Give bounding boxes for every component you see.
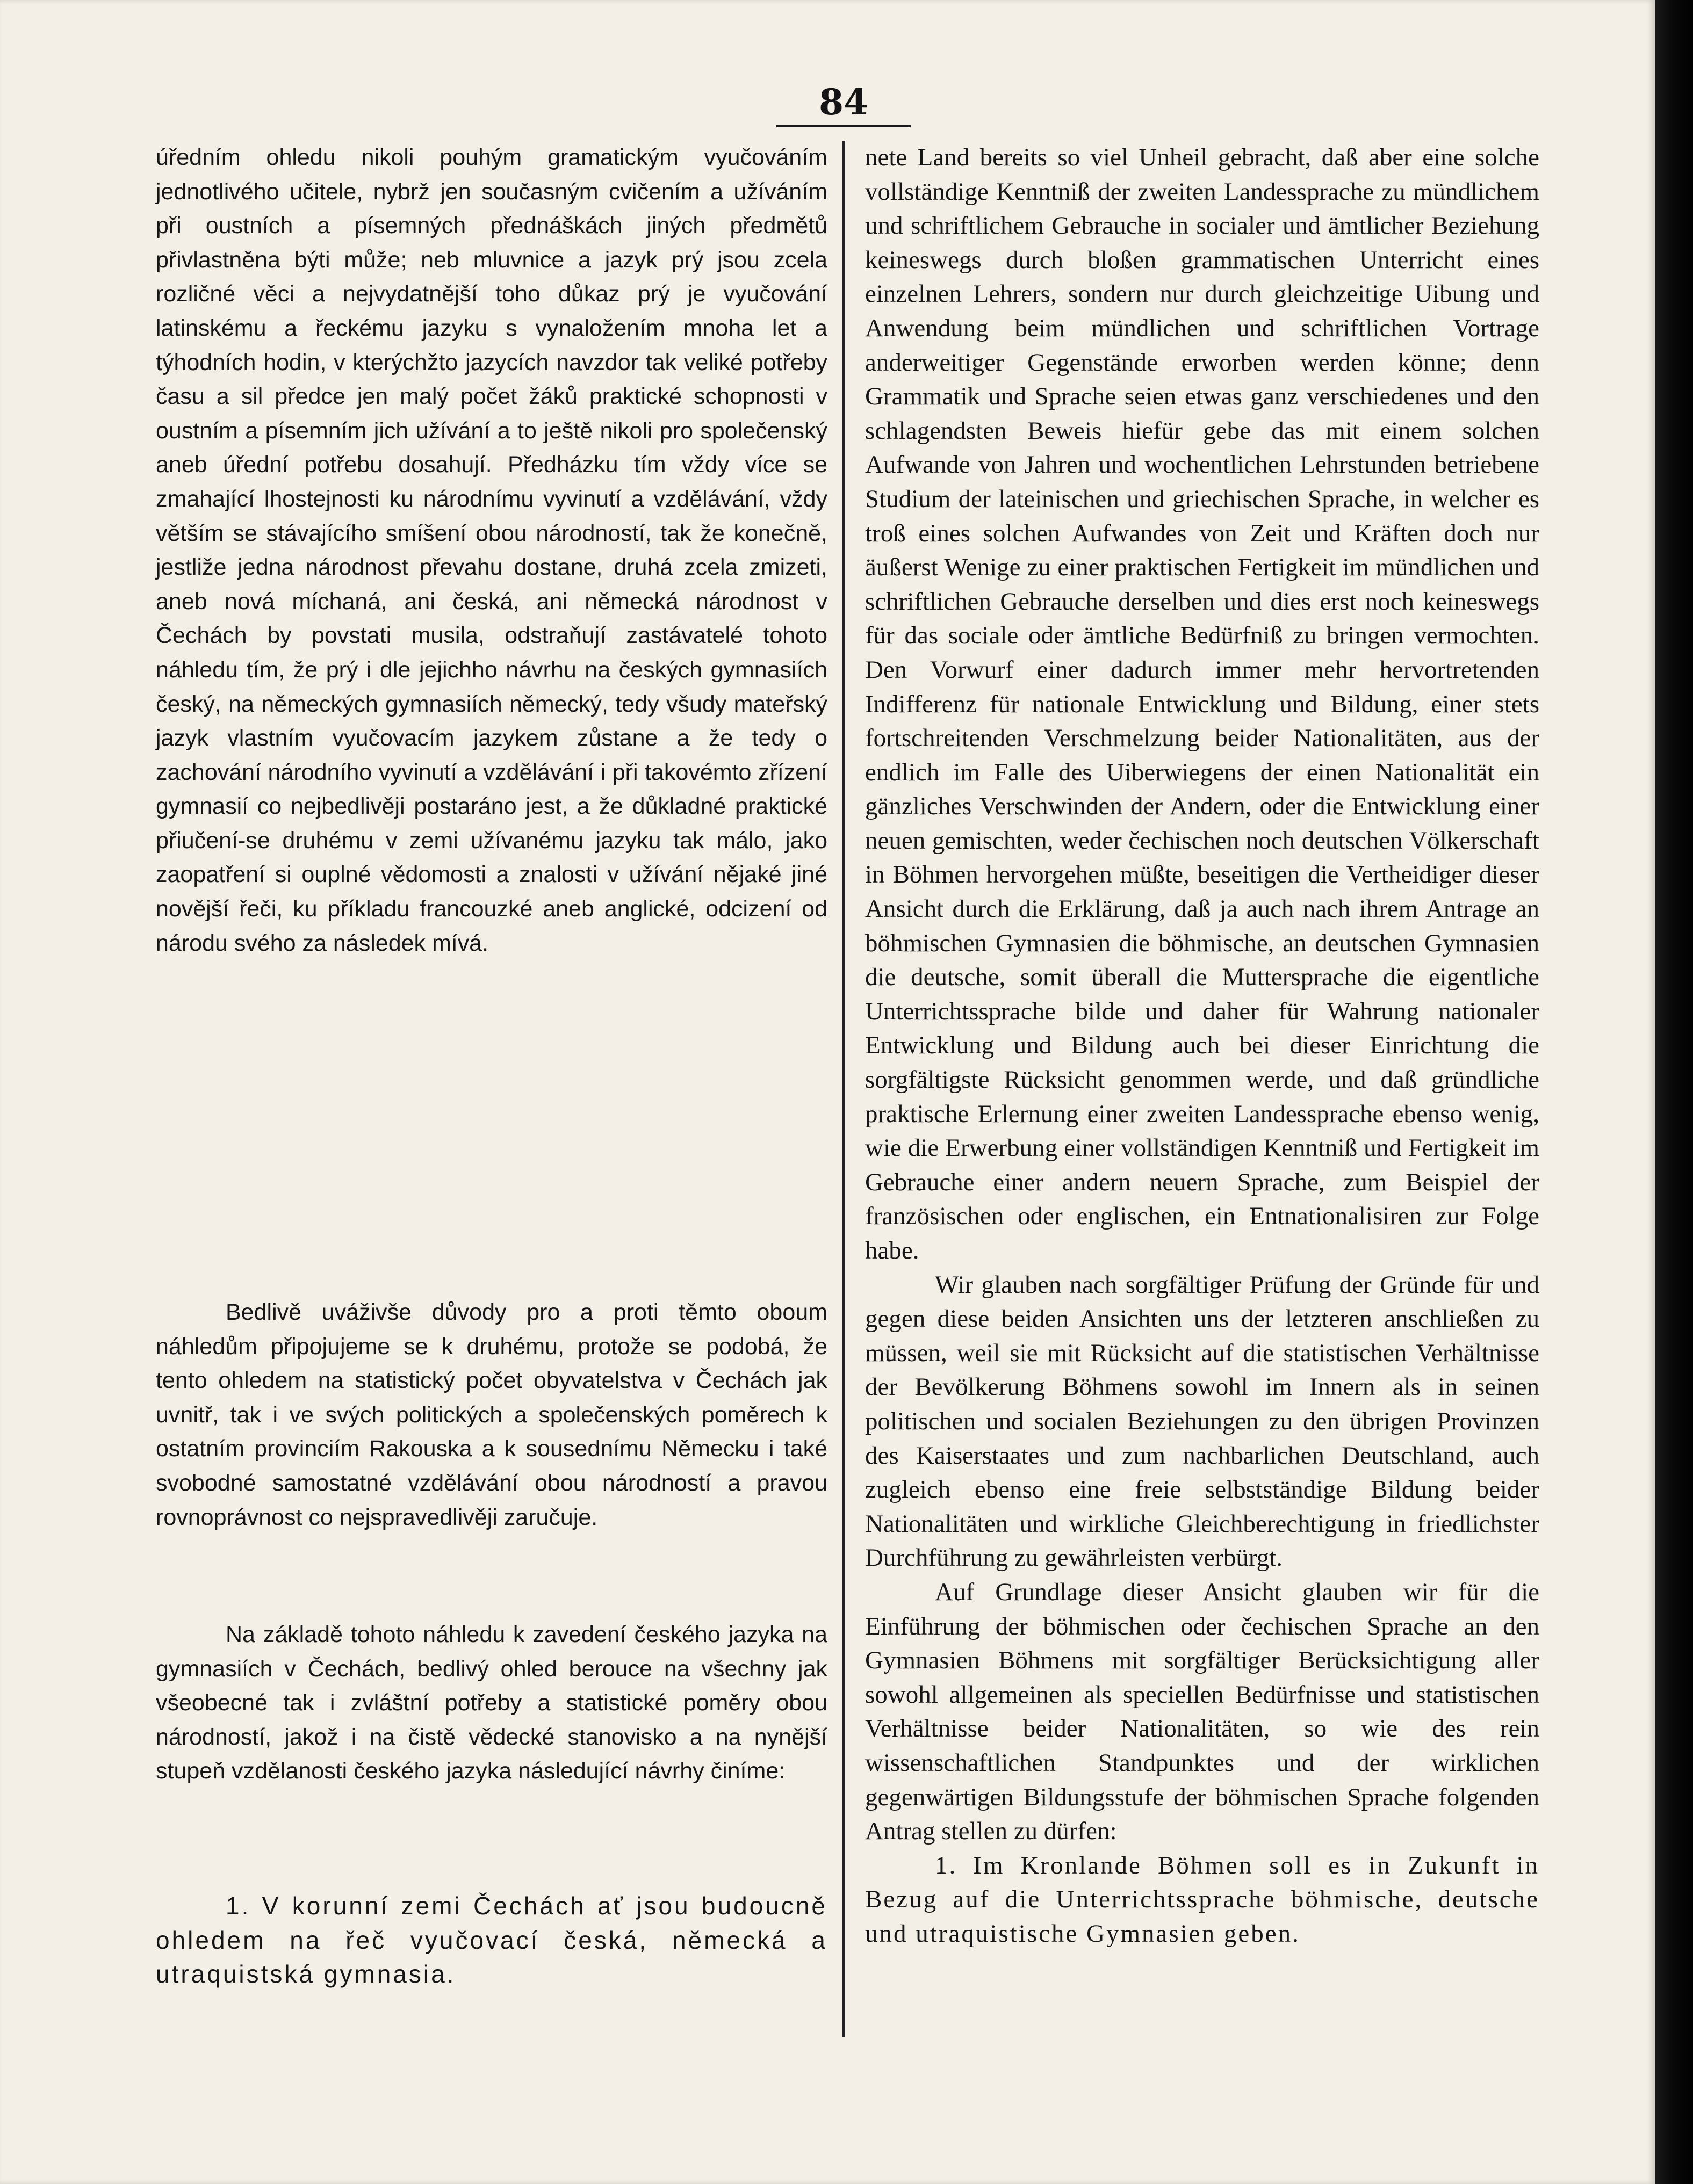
left-paragraph-1: úředním ohledu nikoli pouhým gramatickým vyučováním jednotlivého učitele, nybrž jen současným cvičením a užíváním při oustních a písemných přednáškách jiných předmětů přivlastněna býti může; neb mluvnice a jazyk prý jsou zcela rozličné věci a nejvydatnější toho důkaz prý je vyučování latinskému a řeckému jazyku s vynaložením mnoha let a týhodních hodin, v kterýchžto jazycích navzdor tak veliké potřeby času a sil předce jen malý počet žáků praktické schopnosti v oustním a písemním jich užívání a to ještě nikoli pro společenský aneb úřední potřebu dosahují. Předházku tím vždy více se zmahající lhostejnosti ku národnímu vyvinutí a vzdělávání, vždy větším se stávajícího smíšení obou národností, tak že konečně, jestliže jedna národnost převahu dostane, druhá zcela zmizeti, aneb nová míchaná, ani česká, ani německá národnost v Čechách by povstati musila, odstraňují zastávatelé tohoto náhledu tím, že prý i dle jejichho návrhu na českých gymnasiích český, na německých gymnasiích německý, tedy všudy mateřský jazyk vlastním vyučovacím jazykem zůstane a že tedy o zachování národního vyvinutí a vzdělávání i při takovémto zřízení gymnasií co nejbedlivěji postaráno jest, a že důkladné praktické přiučení-se druhému v zemi užívanému jazyku tak málo, jako zaopatření si ouplné vědomosti a znalosti v užívání nějaké jiné novější řeči, ku příkladu francouzké aneb anglické, odcizení od národu svého za následek mívá. [156,144,827,956]
page-number-rule [776,125,911,127]
right-paragraph-3: Auf Grundlage dieser Ansicht glauben wir für die Einführung der böhmischen oder čechischen Sprache an den Gymnasien Böhmens mit sorgfältiger Berücksichtigung aller sowohl allgemeinen als speciellen Bedürfnisse und statistischen Verhältnisse beider Nationalitäten, so wie des rein wissenschaftlichen Standpunktes und der wirklichen gegenwärtigen Bildungsstufe der böhmischen Sprache folgenden Antrag stellen zu dürfen: [865,1578,1539,1846]
scan-dark-margin [1655,0,1693,2184]
right-paragraph-1: nete Land bereits so viel Unheil gebracht, daß aber eine solche vollständige Kenntniß der zweiten Landessprache zu mündlichem und schriftlichem Gebrauche in socialer und ämtlicher Beziehung keineswegs durch bloßen grammatischen Unterricht eines einzelnen Lehrers, sondern nur durch gleichzeitige Uibung und Anwendung beim mündlichen und schriftlichen Vortrage anderweitiger Gegenstände erworben werden könne; denn Grammatik und Sprache seien etwas ganz verschiedenes und den schlagendsten Beweis hiefür gebe das mit einem solchen Aufwande von Jahren und wochentlichen Lehrstunden betriebene Studium der lateinischen und griechischen Sprache, in welcher es troß eines solchen Aufwandes von Zeit und Kräften doch nur äußerst Wenige zu einer praktischen Fertigkeit im mündlichen und schriftlichen Gebrauche derselben und dies erst noch keineswegs für das sociale oder ämtliche Bedürfniß zu bringen vermochten. Den Vorwurf einer dadurch immer mehr hervortretenden Indifferenz für nationale Entwicklung und Bildung, einer stets fortschreitenden Verschmelzung beider Nationalitäten, aus der endlich im Falle des Uiberwiegens der einen Nationalität ein gänzliches Verschwinden der Andern, oder die Entwicklung einer neuen gemischten, weder čechischen noch deutschen Völkerschaft in Böhmen hervorgehen müßte, beseitigen die Vertheidiger dieser Ansicht durch die Erklärung, daß ja auch nach ihrem Antrage an böhmischen Gymnasien die böhmische, an deutschen Gymnasien die deutsche, somit überall die Muttersprache die eigentliche Unterrichtssprache bilde und daher für Wahrung nationaler Entwicklung und Bildung auch bei dieser Einrichtung die sorgfältigste Rücksicht genommen werde, und daß gründliche praktische Erlernung einer zweiten Landessprache ebenso wenig, wie die Erwerbung einer vollständigen Kenntniß und Fertigkeit im Gebrauche einer andern neuern Sprache, zum Beispiel der französischen oder englischen, ein Entnationalisiren zur Folge habe. [865,143,1539,1264]
left-paragraph-2: Bedlivě uváživše důvody pro a proti těmto oboum náhledům připojujeme se k druhému, protože se podobá, že tento ohledem na statistický počet obyvatelstva v Čechách jak uvnitř, tak i ve svých politických a společenských poměrech k ostatním provinciím Rakouska a k sousednímu Německu i také svobodné samostatné vzdělávání obou národností a pravou rovnoprávnost co nejspravedlivěji zaručuje. [156,1299,827,1530]
right-paragraph-4: 1. Im Kronlande Böhmen soll es in Zukunft in Bezug auf die Unterrichtssprache böhmische, deutsche und utraquistische Gymnasien geben. [865,1851,1539,1948]
left-paragraph-3: Na základě tohoto náhledu k zavedení českého jazyka na gymnasiích v Čechách, bedlivý ohled berouce na všechny jak všeobecné tak i zvláštní potřeby a statistické poměry obou národností, jakož i na čistě vědecké stanovisko a na nynější stupeň vzdělanosti českého jazyka následující návrhy činíme: [156,1622,827,1784]
column-divider [842,141,845,2037]
right-column-german [865,141,1539,1951]
right-paragraph-2: Wir glauben nach sorgfältiger Prüfung der Gründe für und gegen diese beiden Ansichten uns der letzteren anschließen zu müssen, weil sie mit Rücksicht auf die statistischen Verhältnisse der Bevölkerung Böhmens sowohl im Innern als in seinen politischen und socialen Beziehungen zu den übrigen Provinzen des Kaiserstaates und zum nachbarlichen Deutschland, auch zugleich ebenso eine freie selbstständige Bildung beider Nationalitäten und wirkliche Gleichberechtigung in friedlichster Durchführung zu gewährleisten verbürgt. [865,1270,1539,1572]
page-number: 84 [819,81,868,123]
left-paragraph-4: 1. V korunní zemi Čechách ať jsou budoucně ohledem na řeč vyučovací česká, německá a utraquistská gymnasia. [156,1892,827,1988]
left-column-czech [156,141,827,1988]
